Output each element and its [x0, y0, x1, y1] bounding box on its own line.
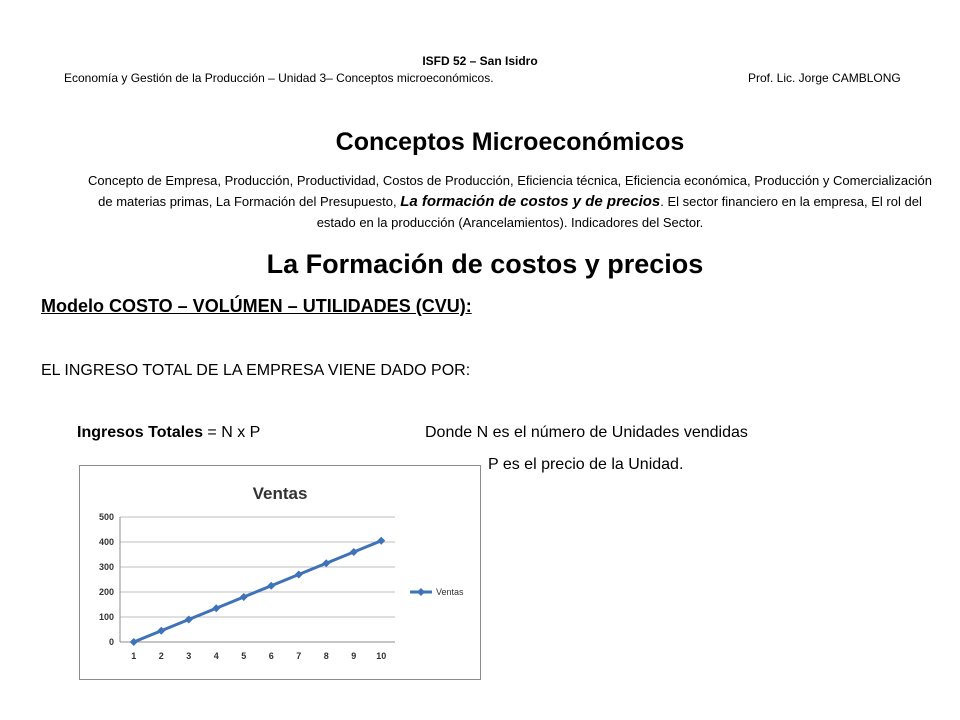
page-title: Conceptos Microeconómicos [335, 128, 685, 156]
y-tick-label: 200 [98, 587, 114, 597]
data-point [350, 548, 358, 556]
data-point [377, 537, 385, 545]
data-point [295, 571, 303, 579]
x-tick-labels [131, 651, 386, 661]
income-formula [77, 424, 260, 442]
x-tick-label: 2 [158, 651, 164, 661]
model-title: Modelo COSTO – VOLÚMEN – UTILIDADES (CVU): [41, 296, 472, 316]
x-tick-label: 4 [213, 651, 219, 661]
income-intro: EL INGRESO TOTAL DE LA EMPRESA VIENE DADO POR: [41, 362, 471, 379]
institution-header: ISFD 52 – San Isidro [422, 54, 538, 68]
formula-expression: = N x P [202, 424, 261, 441]
chart-axes [120, 517, 395, 642]
data-point [240, 593, 248, 601]
x-tick-label: 5 [241, 651, 247, 661]
topics-text-start: Concepto de Empresa, Producción, Productividad, Costos de Producción, Eficiencia técnica, Eficiencia económica, Producción y Comercialización de materias primas, La Formación del Presupuesto, [88, 173, 932, 209]
n-definition: Donde N es el número de Unidades vendidas [425, 424, 748, 441]
topics-subtitle [80, 170, 940, 233]
chart-title: Ventas [252, 484, 308, 503]
x-tick-label: 10 [376, 651, 387, 661]
legend-label: Ventas [436, 587, 464, 597]
sales-chart-svg [80, 466, 480, 679]
y-tick-label: 0 [108, 637, 114, 647]
formula-label: Ingresos Totales [77, 424, 203, 441]
section-title: La Formación de costos y precios [266, 249, 704, 279]
topics-highlight: La formación de costos y de precios [400, 193, 661, 210]
y-tick-label: 500 [98, 512, 114, 522]
data-point [157, 627, 165, 635]
chart-grid [120, 517, 395, 617]
y-tick-label: 400 [98, 537, 114, 547]
x-tick-label: 3 [186, 651, 192, 661]
y-tick-label: 300 [98, 562, 114, 572]
x-tick-label: 7 [296, 651, 302, 661]
data-point [267, 582, 275, 590]
series-line-ventas [134, 541, 382, 642]
data-point [130, 638, 138, 646]
x-tick-label: 6 [268, 651, 274, 661]
data-point [322, 559, 330, 567]
x-tick-label: 1 [131, 651, 137, 661]
chart-legend [410, 587, 464, 597]
x-tick-label: 8 [323, 651, 329, 661]
chart-series [130, 537, 386, 646]
topics-text-end: . El sector financiero en la empresa, El rol del estado en la producción (Arancelamientos). Indicadores del Sector. [316, 194, 922, 230]
y-tick-labels [99, 512, 114, 647]
course-header: Economía y Gestión de la Producción – Unidad 3– Conceptos microeconómicos. [64, 71, 494, 85]
sales-chart [79, 465, 481, 680]
data-point [212, 604, 220, 612]
x-tick-label: 9 [351, 651, 357, 661]
p-definition: P es el precio de la Unidad. [488, 456, 684, 473]
professor-header: Prof. Lic. Jorge CAMBLONG [748, 71, 901, 85]
y-tick-label: 100 [98, 612, 114, 622]
legend-marker [417, 588, 425, 596]
